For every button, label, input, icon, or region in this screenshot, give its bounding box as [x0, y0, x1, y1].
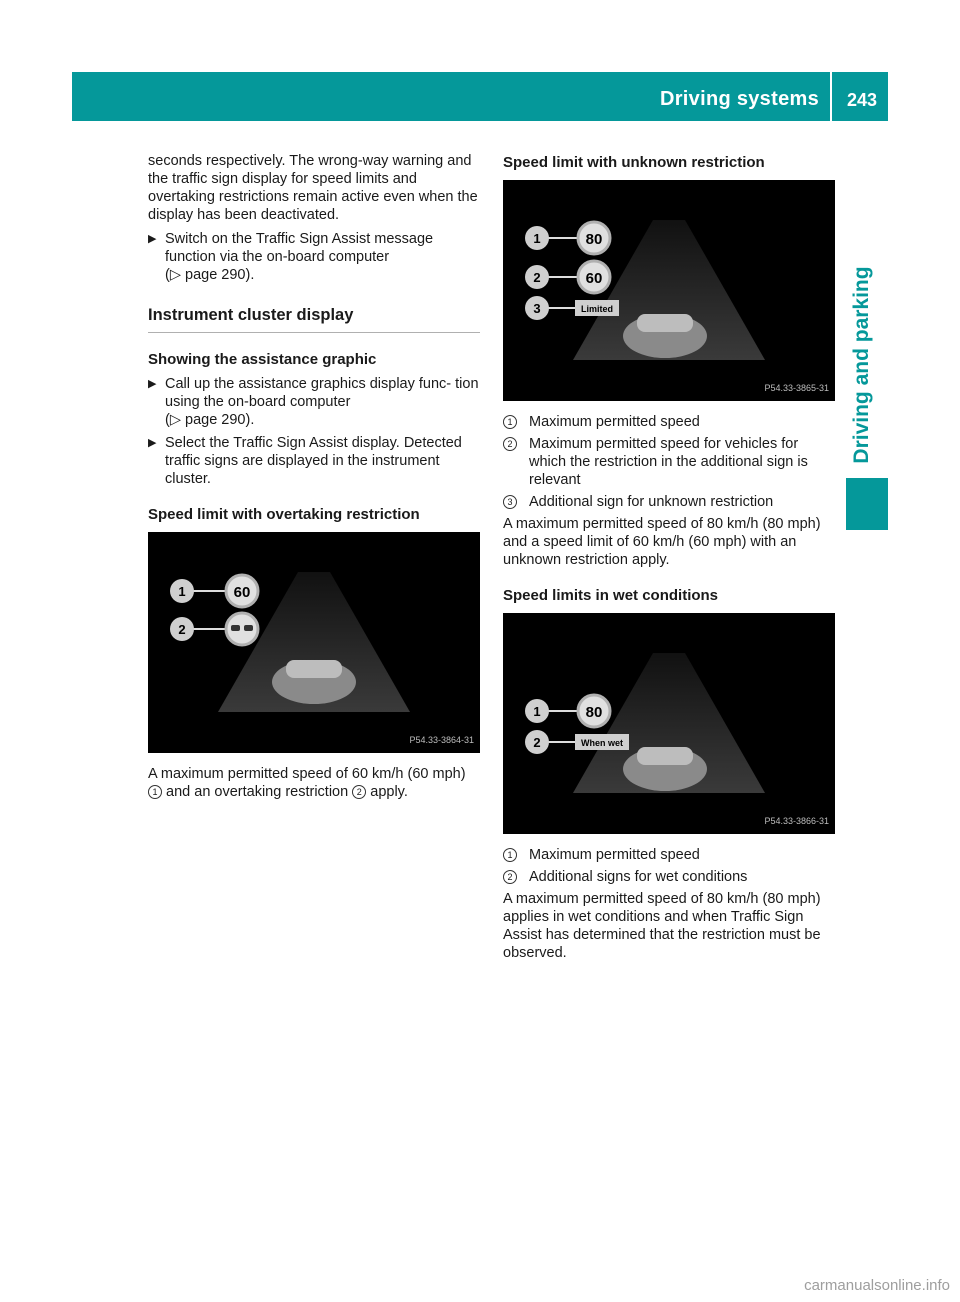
- step-text: Switch on the Traffic Sign Assist message function via the on-board computer: [165, 231, 434, 265]
- legend-text: Additional sign for unknown restriction: [529, 494, 774, 510]
- legend-number: 3: [503, 495, 517, 509]
- legend-number: 1: [503, 848, 517, 862]
- car-roof: [286, 660, 342, 678]
- inline-callout-1: 1: [148, 785, 162, 799]
- caption-text: apply.: [370, 784, 408, 800]
- side-tab: [846, 250, 878, 480]
- speed-sign-label: 80: [585, 704, 603, 721]
- figure-overtaking-graphic: [148, 532, 480, 753]
- header-bar: [72, 72, 888, 121]
- callout-2-label: 2: [533, 270, 541, 285]
- figure-unknown-restriction: [503, 180, 835, 401]
- unknown-restriction-title: Speed limit with unknown restriction: [503, 154, 765, 171]
- legend-text: Additional signs for wet conditions: [529, 869, 748, 885]
- caption-text: and an overtaking restriction: [166, 784, 349, 800]
- legend-number: 2: [503, 437, 517, 451]
- step-arrow-icon: ▶: [148, 233, 157, 245]
- side-tab-label: Driving and parking: [850, 266, 873, 464]
- page-number: 243: [846, 90, 878, 110]
- chapter-title: Driving systems: [659, 88, 819, 110]
- speed-sign-label: 60: [585, 270, 603, 287]
- legend-item: [503, 868, 835, 886]
- legend-item: [503, 846, 835, 864]
- no-overtaking-car-right: [244, 625, 253, 631]
- figure-overtaking: [148, 532, 480, 753]
- no-overtaking-sign-icon: [226, 613, 258, 645]
- callout-1-label: 1: [533, 231, 541, 246]
- section-title: Instrument cluster display: [148, 306, 480, 333]
- wet-conditions-description: A maximum permitted speed of 80 km/h (80 mph) applies in wet conditions and when Traffic Sign Assist has determined that the restriction must be observed.: [503, 891, 821, 961]
- car-roof: [637, 747, 693, 765]
- legend-text: Maximum permitted speed: [529, 847, 700, 863]
- watermark-logo: carmanualsonline.info: [804, 1277, 950, 1294]
- figure-code: P54.33-3864-31: [409, 735, 474, 745]
- figure-code: P54.33-3865-31: [764, 383, 829, 393]
- car-roof: [637, 314, 693, 332]
- step-arrow-icon: ▶: [148, 378, 157, 390]
- figure-wet-graphic: [503, 613, 835, 834]
- instruction-step: [148, 375, 480, 429]
- unknown-restriction-description: A maximum permitted speed of 80 km/h (80 mph) and a speed limit of 60 km/h (60 mph) with an unknown restriction apply.: [503, 516, 821, 568]
- additional-sign-text: Limited: [580, 304, 614, 314]
- wet-conditions-title: Speed limits in wet conditions: [503, 587, 719, 604]
- legend-number: 1: [503, 415, 517, 429]
- callout-1-label: 1: [533, 704, 541, 719]
- inline-callout-2: 2: [352, 785, 366, 799]
- overtaking-caption: [148, 765, 480, 801]
- side-tab-marker: [846, 478, 888, 530]
- callout-1-label: 1: [178, 584, 186, 599]
- speed-sign-label: 80: [585, 231, 603, 248]
- speed-sign-label: 60: [233, 584, 251, 601]
- legend-item: [503, 435, 835, 489]
- instruction-step: [148, 434, 480, 488]
- no-overtaking-car-left: [231, 625, 240, 631]
- figure-wet-conditions: [503, 613, 835, 834]
- instruction-step: [148, 230, 480, 284]
- caption-text: A maximum permitted speed of 60 km/h (60 mph): [148, 766, 466, 782]
- legend-text: Maximum permitted speed for vehicles for which the restriction in the additional sign is relevant: [529, 436, 808, 488]
- header-divider: [830, 72, 832, 121]
- overtaking-title: Speed limit with overtaking restriction: [148, 506, 420, 523]
- additional-sign-text: When wet: [581, 738, 623, 748]
- left-column: [148, 152, 480, 807]
- legend-item: [503, 493, 835, 511]
- step-text: Select the Traffic Sign Assist display. Detected traffic signs are displayed in the instrument cluster.: [165, 435, 462, 487]
- intro-paragraph: seconds respectively. The wrong-way warning and the traffic sign display for speed limits and overtaking restrictions remain active even when the display has been deactivated.: [148, 153, 478, 223]
- page-reference[interactable]: (▷ page 290).: [165, 267, 255, 283]
- page-reference[interactable]: (▷ page 290).: [165, 412, 255, 428]
- legend-number: 2: [503, 870, 517, 884]
- callout-2-label: 2: [533, 735, 541, 750]
- subsection-title: Showing the assistance graphic: [148, 351, 377, 368]
- figure-unknown-graphic: [503, 180, 835, 401]
- step-text: Call up the assistance graphics display func- tion using the on-board computer: [165, 376, 479, 410]
- figure-code: P54.33-3866-31: [764, 816, 829, 826]
- legend-item: [503, 413, 835, 431]
- callout-2-label: 2: [178, 622, 186, 637]
- step-arrow-icon: ▶: [148, 437, 157, 449]
- legend-text: Maximum permitted speed: [529, 414, 700, 430]
- callout-3-label: 3: [533, 301, 541, 316]
- right-column: [503, 152, 835, 968]
